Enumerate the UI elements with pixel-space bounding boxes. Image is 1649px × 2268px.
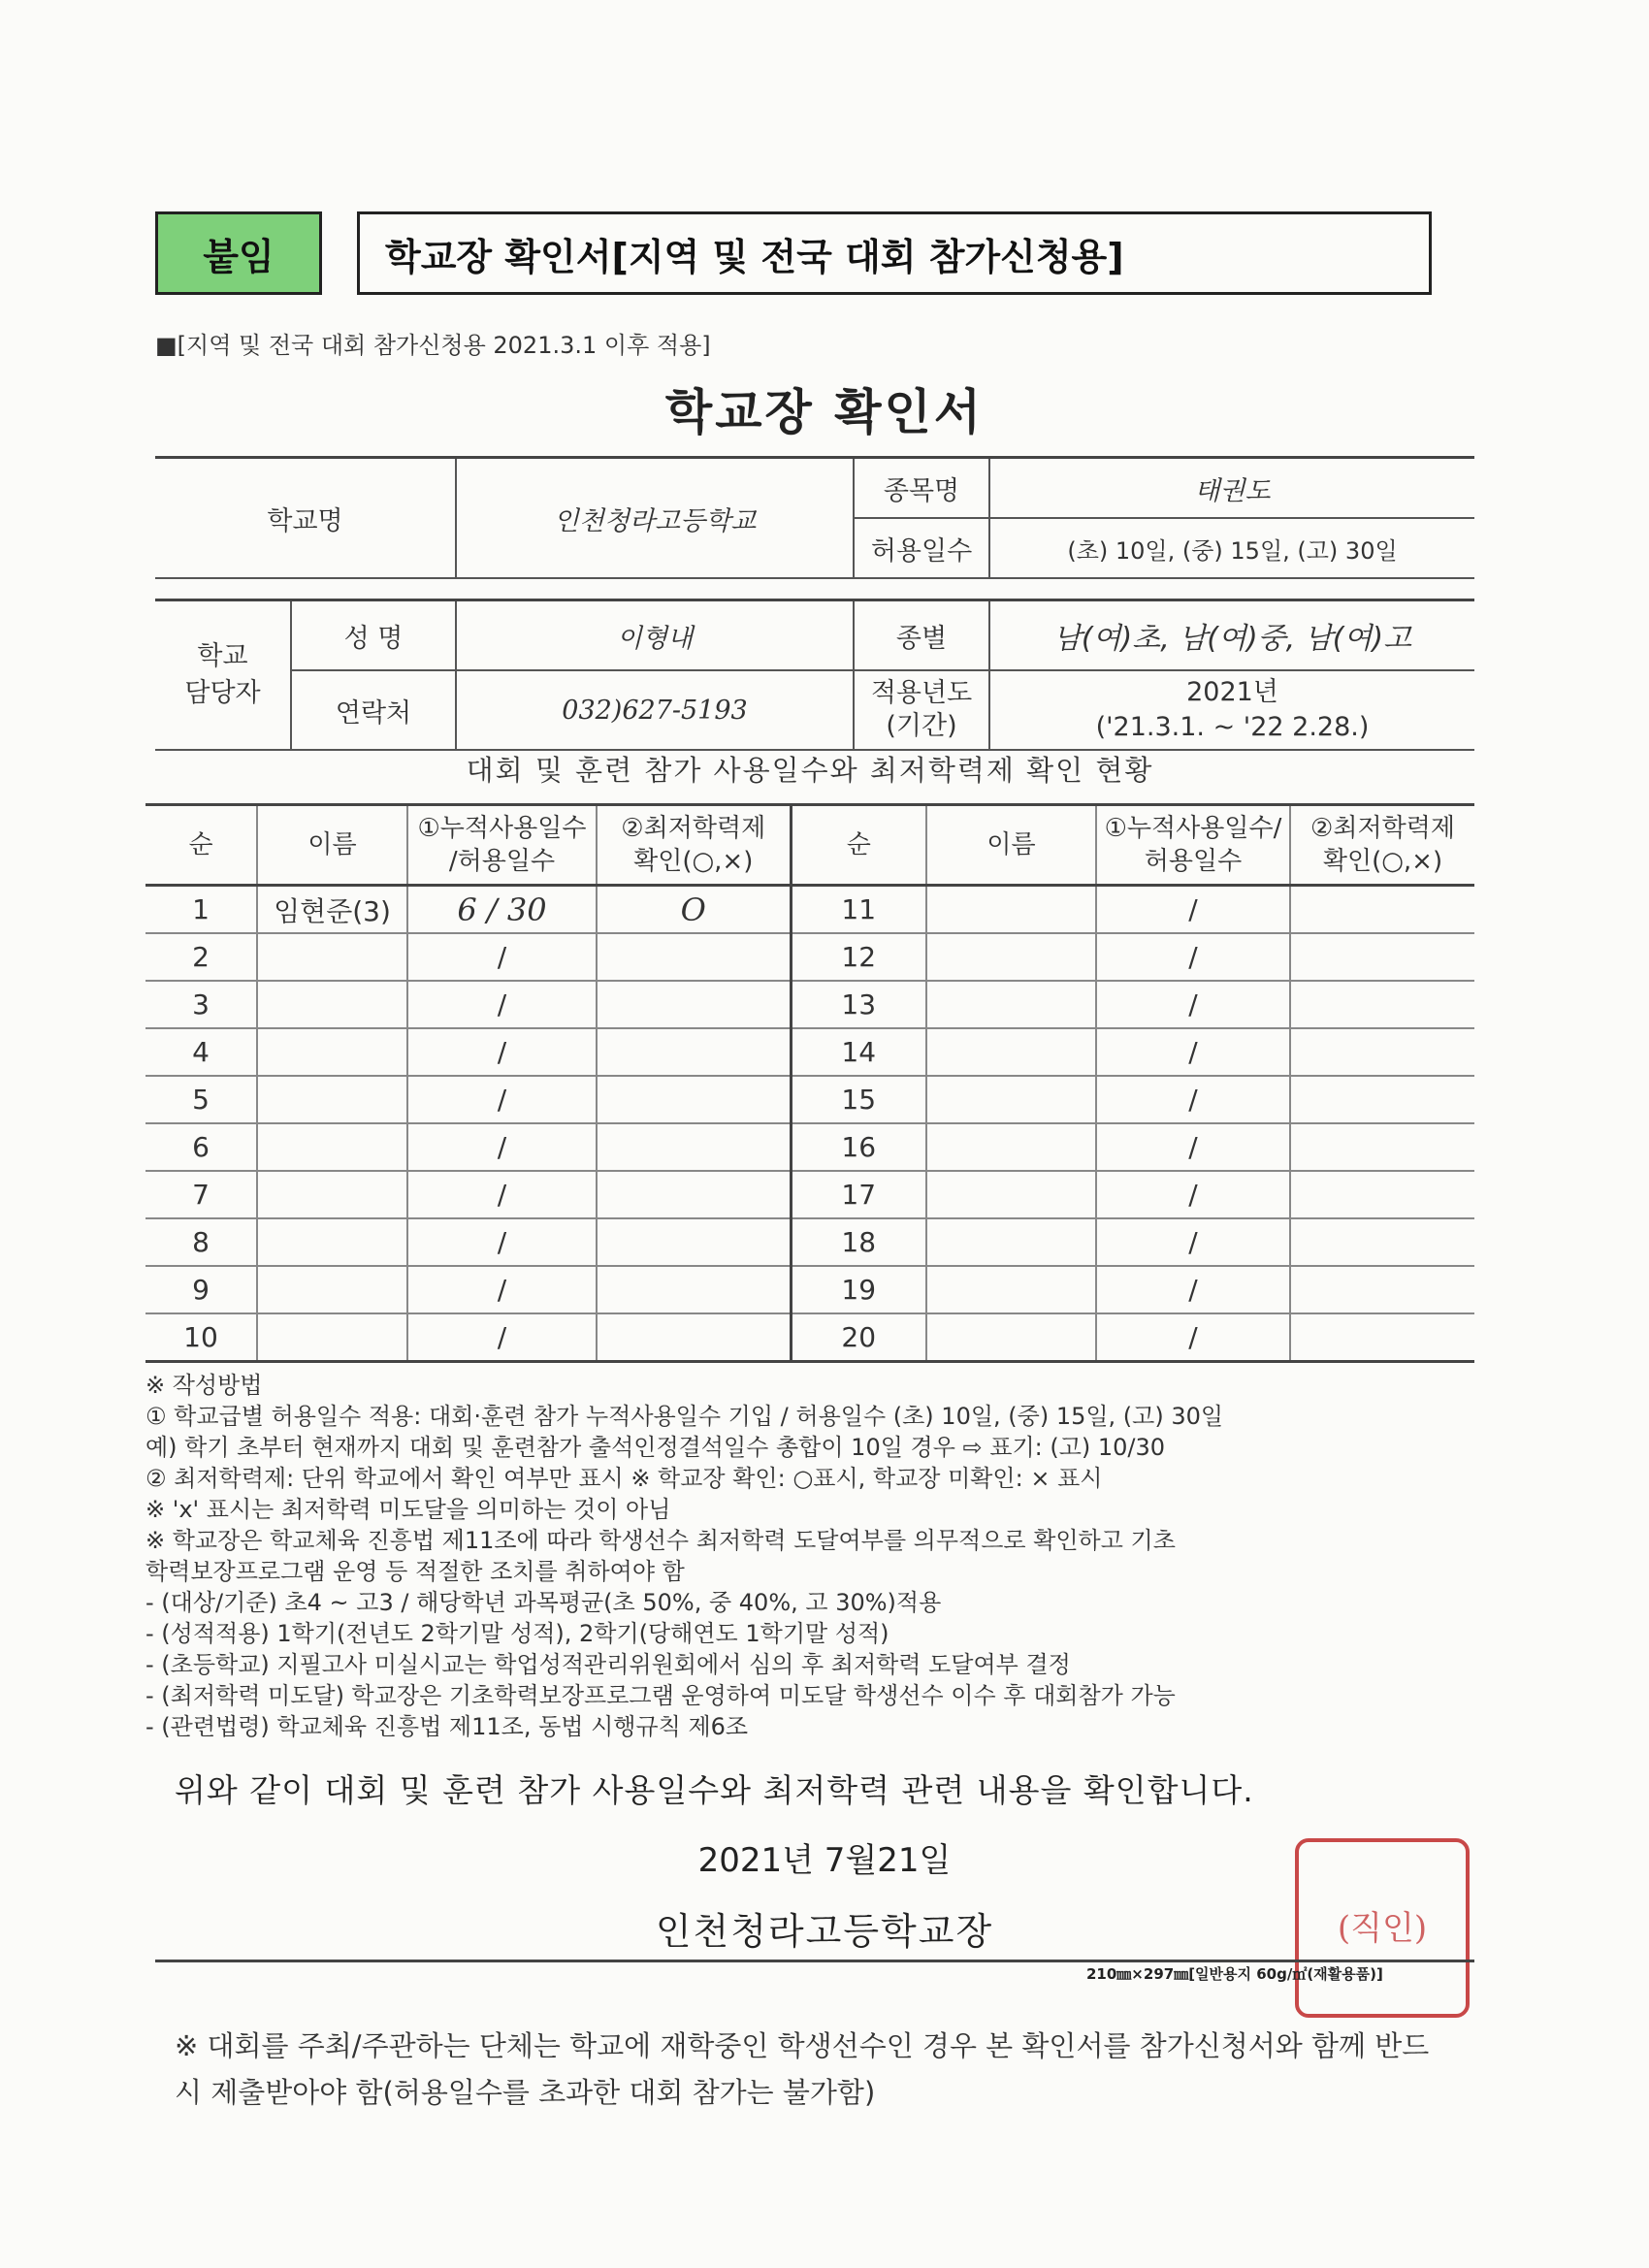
table-cell: 임현준(3) [257, 886, 407, 934]
apply-note: ■[지역 및 전국 대회 참가신청용 2021.3.1 이후 적용] [155, 332, 711, 359]
header-cell: ①누적사용일수/ 허용일수 [1096, 805, 1290, 886]
table-cell [926, 1266, 1096, 1313]
table-cell [597, 1266, 791, 1313]
header-cell: 이름 [257, 805, 407, 886]
instruction-line: ※ 'x' 표시는 최저학력 미도달을 의미하는 것이 아님 [146, 1496, 671, 1523]
table-cell: 2 [146, 933, 257, 981]
name-value: 이형내 [456, 600, 854, 671]
table-cell [597, 1028, 791, 1076]
table-cell [1290, 886, 1474, 934]
table-cell [257, 1123, 407, 1171]
header-row [155, 211, 1432, 295]
table-body [146, 886, 1474, 1362]
table-cell: / [407, 1123, 597, 1171]
manager-label: 학교 담당자 [155, 600, 291, 751]
table-row [146, 1123, 1474, 1171]
table-row [146, 1171, 1474, 1218]
table-cell [257, 1218, 407, 1266]
document-title: 학교장 확인서[지역 및 전국 대회 참가신청용] [357, 211, 1432, 295]
table-cell [597, 933, 791, 981]
name-label: 성 명 [291, 600, 456, 671]
table-cell [926, 1076, 1096, 1123]
table-cell: / [407, 933, 597, 981]
table-cell [926, 1028, 1096, 1076]
instruction-line: ※ 작성방법 [146, 1372, 263, 1399]
table-cell [257, 1028, 407, 1076]
table-cell [1290, 1076, 1474, 1123]
table-cell [257, 981, 407, 1028]
table-cell: 6 [146, 1123, 257, 1171]
confirmation-statement: 위와 같이 대회 및 훈련 참가 사용일수와 최저학력 관련 내용을 확인합니다. [175, 1771, 1254, 1809]
instruction-line: 학력보장프로그램 운영 등 적절한 조치를 취하여야 함 [146, 1558, 685, 1585]
submission-note: ※ 대회를 주최/주관하는 단체는 학교에 재학중인 학생선수인 경우 본 확인서를 참가신청서와 함께 반드시 제출받아야 함(허용일수를 초과한 대회 참가는 불가함) [175, 2029, 1430, 2109]
table-cell: 1 [146, 886, 257, 934]
instruction-line: - (관련법령) 학교체육 진흥법 제11조, 동법 시행규칙 제6조 [146, 1713, 749, 1740]
table-cell: 9 [146, 1266, 257, 1313]
table-cell [597, 1123, 791, 1171]
table-cell: 7 [146, 1171, 257, 1218]
table-row [146, 1028, 1474, 1076]
table-cell [926, 1123, 1096, 1171]
allowed-label: 허용일수 [854, 518, 989, 578]
participation-table [146, 803, 1474, 1363]
table-cell: / [1096, 886, 1290, 934]
school-value: 인천청라고등학교 [456, 458, 854, 579]
table-row [146, 1266, 1474, 1313]
gender-value: 남(여)초, 남(여)중, 남(여)고 [989, 600, 1474, 671]
table-cell: 20 [791, 1313, 926, 1362]
contact-label: 연락처 [291, 670, 456, 750]
table-cell: 18 [791, 1218, 926, 1266]
table-cell: / [407, 1028, 597, 1076]
table-row [146, 933, 1474, 981]
table-cell: 16 [791, 1123, 926, 1171]
table-cell [1290, 1028, 1474, 1076]
table-cell [926, 981, 1096, 1028]
table-cell [257, 1313, 407, 1362]
table-cell [597, 1076, 791, 1123]
table-cell: 5 [146, 1076, 257, 1123]
instruction-line: - (최저학력 미도달) 학교장은 기초학력보장프로그램 운영하여 미도달 학생선수 이수 후 대회참가 가능 [146, 1682, 1176, 1709]
main-title: 학교장 확인서 [664, 384, 985, 440]
table-cell: 17 [791, 1171, 926, 1218]
signing-date: 2021년 7월21일 [697, 1841, 952, 1880]
table-cell: / [407, 1076, 597, 1123]
table-cell: 15 [791, 1076, 926, 1123]
table-cell: / [1096, 1076, 1290, 1123]
table-row [146, 1076, 1474, 1123]
table-cell: / [407, 981, 597, 1028]
table-cell [1290, 981, 1474, 1028]
instruction-line: - (성적적용) 1학기(전년도 2학기말 성적), 2학기(당해연도 1학기말 성적) [146, 1620, 889, 1647]
table-cell: / [1096, 1218, 1290, 1266]
table-cell [926, 933, 1096, 981]
paper-size-note: 210㎜×297㎜[일반용지 60g/㎡(재활용품)] [1086, 1965, 1383, 1983]
header-cell: ②최저학력제 확인(○,×) [1290, 805, 1474, 886]
sport-value: 태권도 [989, 458, 1474, 519]
table-cell: / [1096, 1028, 1290, 1076]
table-cell: 13 [791, 981, 926, 1028]
table-cell: 19 [791, 1266, 926, 1313]
seal-text: (직인) [1337, 1908, 1428, 1948]
school-label: 학교명 [155, 458, 456, 579]
instruction-line: - (초등학교) 지필고사 미실시교는 학업성적관리위원회에서 심의 후 최저학력 도달여부 결정 [146, 1651, 1071, 1678]
instruction-line: - (대상/기준) 초4 ~ 고3 / 해당학년 과목평균(초 50%, 중 40%, 고 30%)적용 [146, 1589, 942, 1616]
table-cell: / [1096, 933, 1290, 981]
status-title: 대회 및 훈련 참가 사용일수와 최저학력제 확인 현황 [466, 754, 1154, 787]
table-cell [926, 1218, 1096, 1266]
table-cell: / [407, 1266, 597, 1313]
table-cell [597, 981, 791, 1028]
table-cell: 6 / 30 [407, 886, 597, 934]
table-cell: / [407, 1218, 597, 1266]
table-cell [257, 933, 407, 981]
header-cell: 순 [791, 805, 926, 886]
instruction-line: ※ 학교장은 학교체육 진흥법 제11조에 따라 학생선수 최저학력 도달여부를 의무적으로 확인하고 기초 [146, 1527, 1176, 1554]
table-cell: / [407, 1171, 597, 1218]
table-cell [257, 1076, 407, 1123]
table-cell [1290, 1123, 1474, 1171]
table-cell [1290, 1266, 1474, 1313]
table-cell: 12 [791, 933, 926, 981]
header-cell: 순 [146, 805, 257, 886]
table-cell: / [1096, 1123, 1290, 1171]
year-label: 적용년도 (기간) [854, 670, 989, 750]
sport-label: 종목명 [854, 458, 989, 519]
table-cell: / [1096, 1266, 1290, 1313]
table-cell: 8 [146, 1218, 257, 1266]
table-cell [257, 1266, 407, 1313]
table-cell [597, 1218, 791, 1266]
allowed-value: (초) 10일, (중) 15일, (고) 30일 [989, 518, 1474, 578]
table-row [146, 1313, 1474, 1362]
table-cell: 14 [791, 1028, 926, 1076]
table-cell: / [407, 1313, 597, 1362]
table-cell: O [597, 886, 791, 934]
year-value: 2021년 ('21.3.1. ~ '22 2.28.) [989, 670, 1474, 750]
table-row [146, 981, 1474, 1028]
gender-label: 종별 [854, 600, 989, 671]
table-cell [926, 1171, 1096, 1218]
table-header-row [146, 805, 1474, 886]
divider [155, 1960, 1474, 1962]
official-seal-icon [1295, 1838, 1470, 2018]
header-cell: ②최저학력제 확인(○,×) [597, 805, 791, 886]
table-cell [597, 1313, 791, 1362]
instruction-line: ① 학교급별 허용일수 적용: 대회·훈련 참가 누적사용일수 기입 / 허용일수 (초) 10일, (중) 15일, (고) 30일 [146, 1403, 1224, 1430]
table-cell [926, 886, 1096, 934]
table-cell [597, 1171, 791, 1218]
instruction-line: ② 최저학력제: 단위 학교에서 확인 여부만 표시 ※ 학교장 확인: ○표시, 학교장 미확인: × 표시 [146, 1465, 1103, 1492]
table-cell: / [1096, 1171, 1290, 1218]
table-cell: 3 [146, 981, 257, 1028]
table-row [146, 1218, 1474, 1266]
table-cell [1290, 1313, 1474, 1362]
table-cell [1290, 933, 1474, 981]
header-cell: 이름 [926, 805, 1096, 886]
instruction-line: 예) 학기 초부터 현재까지 대회 및 훈련참가 출석인정결석일수 총합이 10일 경우 ⇨ 표기: (고) 10/30 [146, 1434, 1166, 1461]
table-cell: / [1096, 981, 1290, 1028]
table-cell [257, 1171, 407, 1218]
table-cell: / [1096, 1313, 1290, 1362]
table-cell [1290, 1218, 1474, 1266]
table-cell [926, 1313, 1096, 1362]
table-cell: 11 [791, 886, 926, 934]
principal-name: 인천청라고등학교장 [655, 1910, 994, 1953]
table-row [146, 886, 1474, 934]
contact-value: 032)627-5193 [456, 670, 854, 750]
table-cell [1290, 1171, 1474, 1218]
header-cell: ①누적사용일수 /허용일수 [407, 805, 597, 886]
writing-instructions [146, 1370, 1484, 1742]
attachment-badge: 붙임 [155, 211, 322, 295]
table-cell: 10 [146, 1313, 257, 1362]
table-cell: 4 [146, 1028, 257, 1076]
school-info-table [155, 456, 1474, 751]
